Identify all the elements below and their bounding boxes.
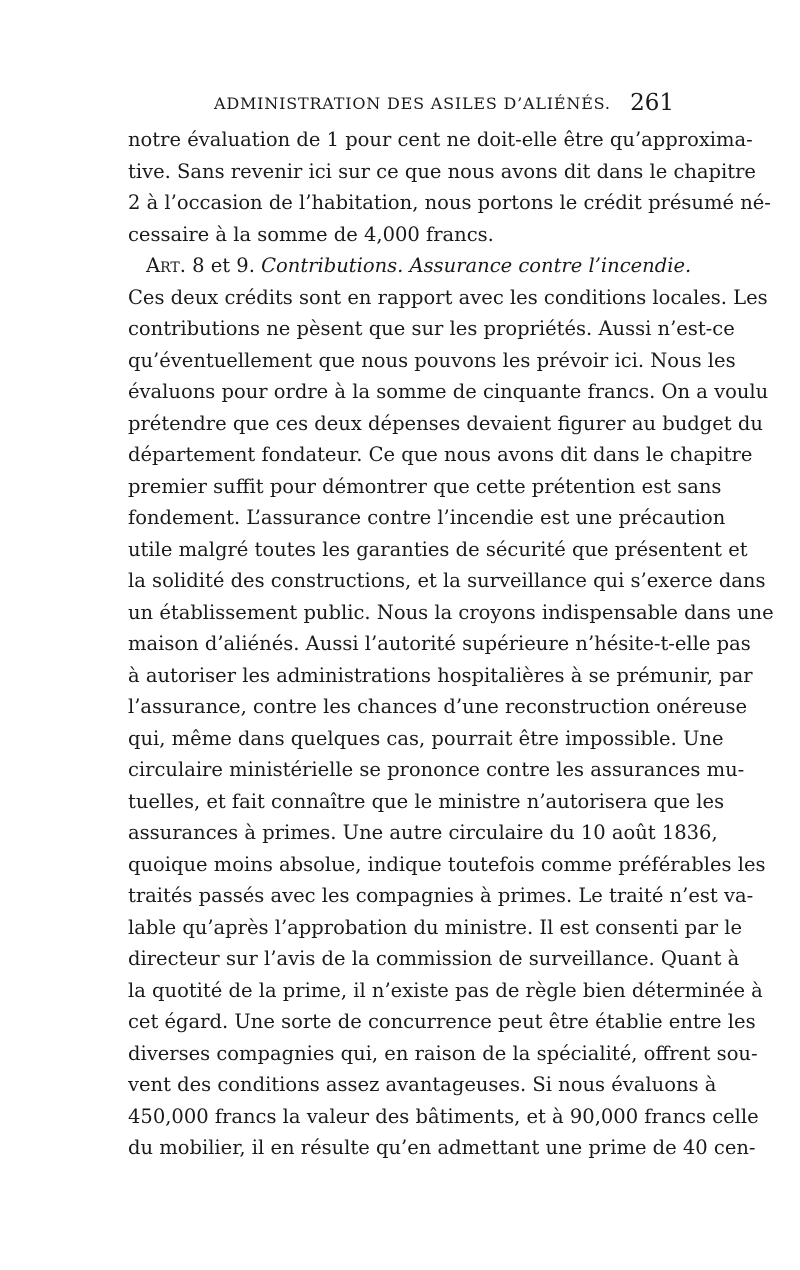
text-line: quoique moins absolue, indique toutefois comme préférables les [128, 852, 766, 876]
text-line: diverses compagnies qui, en raison de la spécialité, offrent sou- [128, 1041, 758, 1065]
running-title: ADMINISTRATION DES ASILES D’ALIÉNÉS. [214, 94, 611, 113]
text-line: Ces deux crédits sont en rapport avec les conditions locales. Les [128, 285, 768, 309]
article-label: Art. [146, 254, 186, 277]
text-line: qu’éventuellement que nous pouvons les prévoir ici. Nous les [128, 348, 736, 372]
text-line: traités passés avec les compagnies à primes. Le traité n’est va- [128, 884, 754, 907]
article-title: Contributions. Assurance contre l’incendie. [261, 254, 692, 277]
text-line: contributions ne pèsent que sur les propriétés. Aussi n’est-ce [128, 317, 735, 340]
article-heading-line [128, 250, 692, 282]
text-line: la solidité des constructions, et la surveillance qui s’exerce dans [128, 569, 766, 592]
text-line: utile malgré toutes les garanties de sécurité que présentent et [128, 537, 748, 561]
text-line: évaluons pour ordre à la somme de cinquante francs. On a voulu [128, 380, 769, 403]
text-line: lable qu’après l’approbation du ministre. Il est consenti par le [128, 915, 743, 939]
body-text [128, 124, 774, 1164]
text-line: la quotité de la prime, il n’existe pas de règle bien déterminée à [128, 978, 763, 1002]
text-line: prétendre que ces deux dépenses devaient figurer au budget du [128, 411, 763, 435]
article-numbers: 8 et 9. [192, 254, 255, 277]
text-line: tuelles, et fait connaître que le ministre n’autorisera que les [128, 789, 725, 813]
text-line: l’assurance, contre les chances d’une reconstruction onéreuse [128, 695, 748, 718]
text-line: du mobilier, il en résulte qu’en admettant une prime de 40 cen- [128, 1136, 756, 1159]
text-line: assurances à primes. Une autre circulaire du 10 août 1836, [128, 821, 718, 844]
text-line: cet égard. Une sorte de concurrence peut être établie entre les [128, 1010, 756, 1033]
text-line: qui, même dans quelques cas, pourrait être impossible. Une [128, 726, 724, 750]
text-line: directeur sur l’avis de la commission de surveillance. Quant à [128, 947, 740, 970]
running-header [128, 92, 674, 122]
text-line: fondement. L’assurance contre l’incendie est une précaution [128, 506, 726, 529]
text-line: tive. Sans revenir ici sur ce que nous avons dit dans le chapitre [128, 159, 756, 183]
text-line: 2 à l’occasion de l’habitation, nous portons le crédit présumé né- [128, 191, 771, 214]
text-line: cessaire à la somme de 4,000 francs. [128, 222, 494, 246]
text-line: notre évaluation de 1 pour cent ne doit-elle être qu’approxima- [128, 128, 753, 151]
text-line: vent des conditions assez avantageuses. Si nous évaluons à [128, 1073, 717, 1096]
text-line: maison d’aliénés. Aussi l’autorité supérieure n’hésite-t-elle pas [128, 632, 751, 655]
text-line: département fondateur. Ce que nous avons dit dans le chapitre [128, 443, 753, 466]
text-line: un établissement public. Nous la croyons indispensable dans une [128, 600, 774, 624]
text-line: premier suffit pour démontrer que cette prétention est sans [128, 474, 722, 498]
text-line: circulaire ministérielle se prononce contre les assurances mu- [128, 758, 745, 781]
text-line: à autoriser les administrations hospitalières à se prémunir, par [128, 663, 753, 687]
page-number: 261 [630, 90, 674, 116]
text-line: 450,000 francs la valeur des bâtiments, et à 90,000 francs celle [128, 1104, 759, 1128]
